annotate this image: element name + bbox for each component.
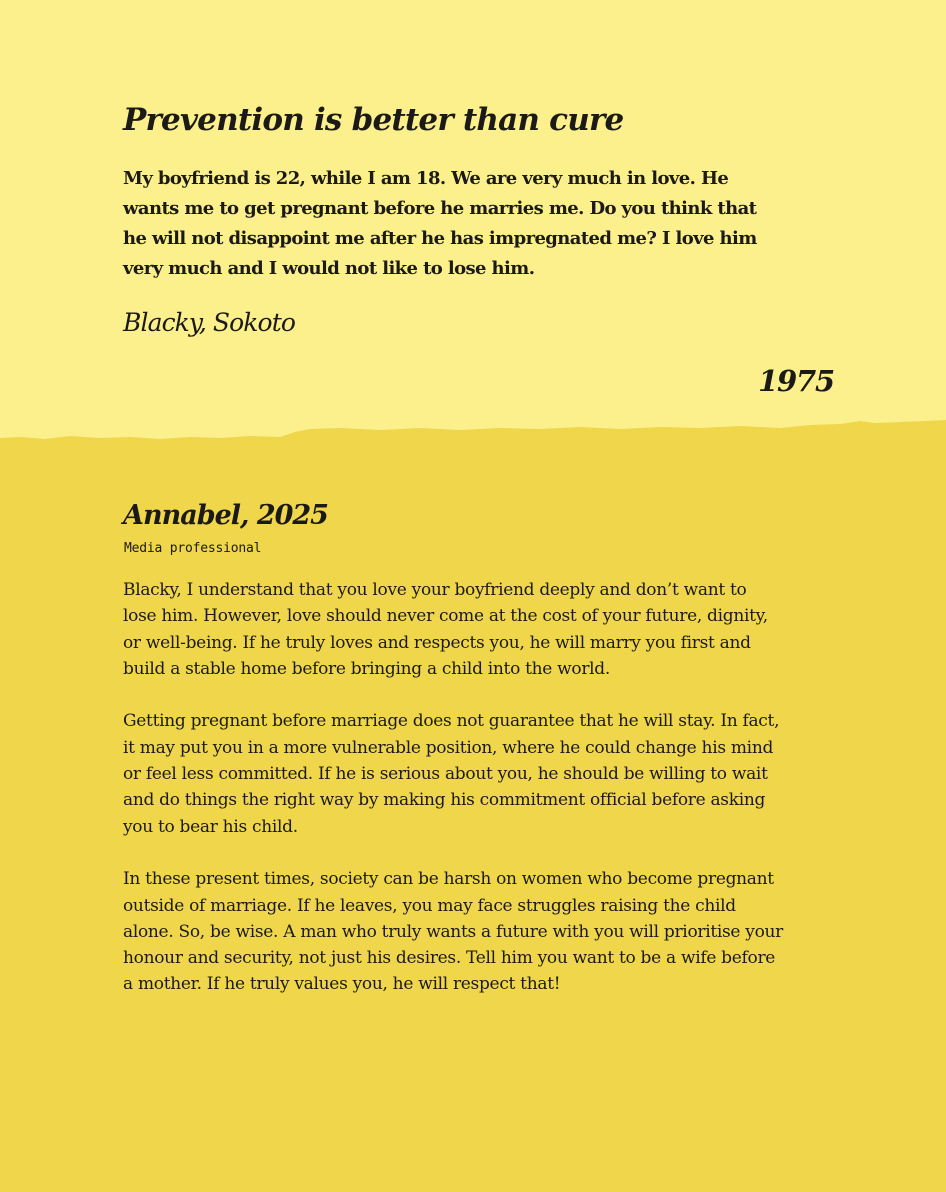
response-body	[123, 577, 783, 1024]
response-paragraph: Blacky, I understand that you love your boyfriend deeply and don’t want to lose him. However, love should never come at the cost of your future, dignity, or well-being. If he truly loves and respects you, he will marry you first and build a stable home before bringing a child into the world.	[123, 580, 768, 679]
responder-name: Annabel, 2025	[123, 500, 328, 531]
letter-title: Prevention is better than cure	[123, 102, 624, 138]
response-paragraph: Getting pregnant before marriage does not guarantee that he will stay. In fact, it may put you in a more vulnerable position, where he could change his mind or feel less committed. If he is serious about you, he should be willing to wait and do things the right way by making his commitment official before asking you to bear his child.	[123, 711, 780, 837]
responder-role: Media professional	[124, 541, 262, 556]
letter-signature: Blacky, Sokoto	[123, 308, 295, 337]
letter-body: My boyfriend is 22, while I am 18. We are very much in love. He wants me to get pregnant before he marries me. Do you think that he will not disappoint me after he has impregnated me? I love him very much and I would not like to lose him.	[123, 168, 757, 279]
response-paragraph: In these present times, society can be harsh on women who become pregnant outside of marriage. If he leaves, you may face struggles raising the child alone. So, be wise. A man who truly wants a future with you will prioritise your honour and security, not just his desires. Tell him you want to be a wife before a mother. If he truly values you, he will respect that!	[123, 869, 784, 995]
letter-year: 1975	[758, 364, 834, 398]
